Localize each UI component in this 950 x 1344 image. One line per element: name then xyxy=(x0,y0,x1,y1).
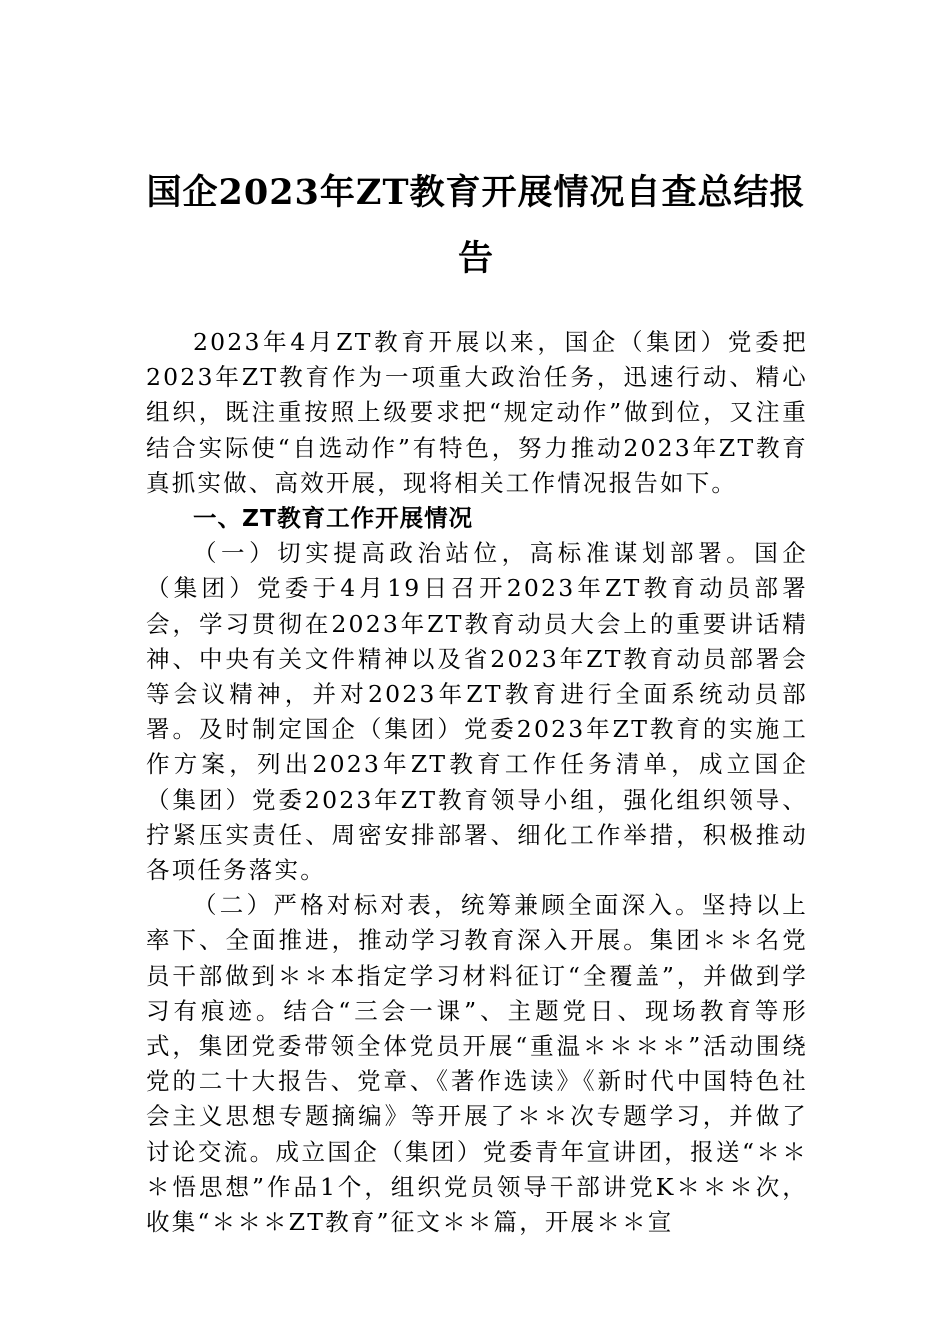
document-title: 国企2023年ZT教育开展情况自查总结报告 xyxy=(146,172,806,279)
document-body xyxy=(146,325,808,1240)
section-paragraph-2: （二）严格对标对表，统筹兼顾全面深入。坚持以上率下、全面推进，推动学习教育深入开展。集团＊＊名党员干部做到＊＊本指定学习材料征订“全覆盖”，并做到学习有痕迹。结合“三会一课”、主题党日、现场教育等形式，集团党委带领全体党员开展“重温＊＊＊＊”活动围绕党的二十大报告、党章、《著作选读》《新时代中国特色社会主义思想专题摘编》等开展了＊＊次专题学习，并做了讨论交流。成立国企（集团）党委青年宣讲团，报送“＊＊＊悟思想”作品1个，组织党员领导干部讲党K＊＊＊次，收集“＊＊＊ZT教育”征文＊＊篇，开展＊＊宣 xyxy=(146,891,808,1237)
intro-paragraph: 2023年4月ZT教育开展以来，国企（集团）党委把2023年ZT教育作为一项重大政治任务，迅速行动、精心组织，既注重按照上级要求把“规定动作”做到位，又注重结合实际使“自选动作”有特色，努力推动2023年ZT教育真抓实做、高效开展，现将相关工作情况报告如下。 xyxy=(146,328,808,497)
section-paragraph-1: （一）切实提高政治站位，高标准谋划部署。国企（集团）党委于4月19日召开2023年ZT教育动员部署会，学习贯彻在2023年ZT教育动员大会上的重要讲话精神、中央有关文件精神以及省2023年ZT教育动员部署会等会议精神，并对2023年ZT教育进行全面系统动员部署。及时制定国企（集团）党委2023年ZT教育的实施工作方案，列出2023年ZT教育工作任务清单，成立国企（集团）党委2023年ZT教育领导小组，强化组织领导、拧紧压实责任、周密安排部署、细化工作举措，积极推动各项任务落实。 xyxy=(146,539,808,885)
section-heading: 一、ZT教育工作开展情况 xyxy=(193,504,474,533)
